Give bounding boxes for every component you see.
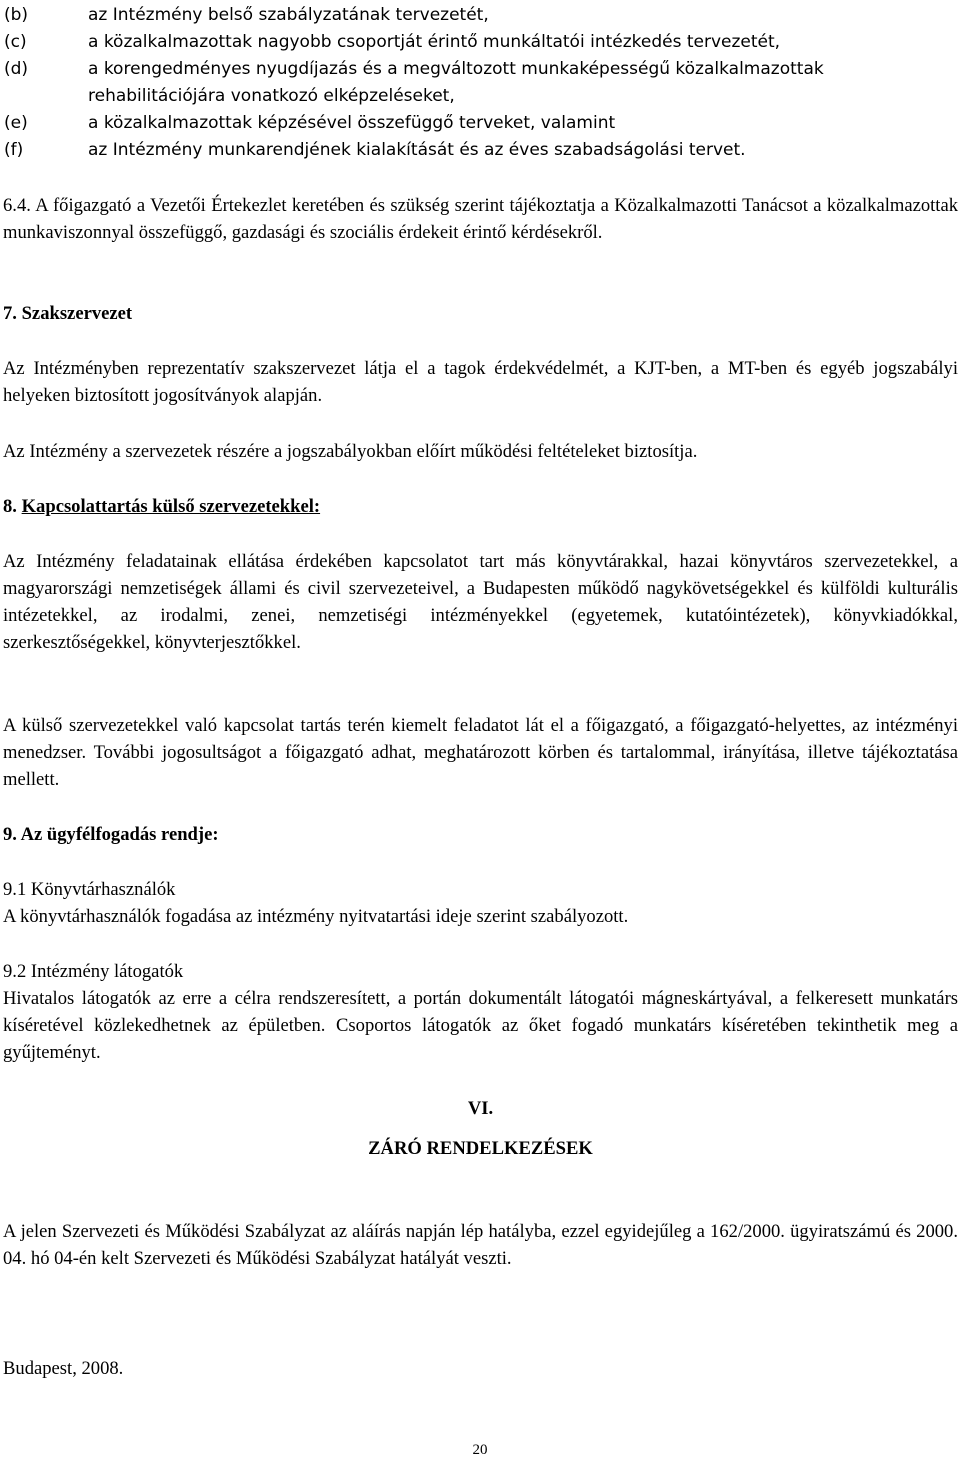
section-8-heading	[3, 493, 958, 520]
list-item	[4, 56, 934, 83]
section-8-paragraph-1: Az Intézmény feladatainak ellátása érdekében kapcsolatot tart más könyvtárakkal, hazai könyvtáros szervezetekkel, a magyarországi nemzetiségek állami és civil szervezeteivel, a Budapesten működő nagykövetségekkel és külföldi kulturális intézetekkel, az irodalmi, zenei, nemzetiségi intézményekkel (egyetemek, kutatóintézetek), könyvkiadókkal, szerkesztőségekkel, könyvterjesztőkkel.	[3, 551, 958, 653]
list-item-text: az Intézmény belső szabályzatának tervezetét,	[88, 5, 489, 25]
section-9-2-text: Hivatalos látogatók az erre a célra rendszeresített, a portán dokumentált látogatói mágneskártyával, a felkeresett munkatárs kíséretével közlekedhetnek az épületben. Csoportos látogatók az őket fogadó munkatárs kíséretében tekinthetik meg a gyűjteményt.	[3, 988, 958, 1063]
list-item-text: a korengedményes nyugdíjazás és a megváltozott munkaképességű közalkalmazottak	[88, 59, 824, 79]
list-item-text: a közalkalmazottak képzésével összefüggő terveket, valamint	[88, 113, 616, 133]
section-6-4-paragraph	[3, 192, 958, 246]
list-item-label: (e)	[4, 113, 28, 133]
section-6-4-number: 6.4.	[3, 195, 31, 216]
section-8-number: 8.	[3, 496, 22, 517]
closing-paragraph: A jelen Szervezeti és Működési Szabályzat az aláírás napján lép hatályba, ezzel egyidejűleg a 162/2000. ügyiratszámú és 2000. 04. hó 04-én kelt Szervezeti és Működési Szabályzat hatályát veszti.	[3, 1221, 958, 1269]
list-item-label: (d)	[4, 59, 29, 79]
list-item-label	[4, 83, 88, 110]
section-6-4-text: A főigazgató a Vezetői Értekezlet keretében és szükség szerint tájékoztatja a Közalkalmazotti Tanácsot a közalkalmazottak munkaviszonnyal összefüggő, gazdasági és szociális érdekeit érintő kérdésekről.	[3, 195, 959, 243]
list-item-label: (f)	[4, 140, 24, 160]
section-9-1-text: A könyvtárhasználók fogadása az intézmény nyitvatartási ideje szerint szabályozott.	[3, 906, 629, 927]
chapter-title: ZÁRÓ RENDELKEZÉSEK	[368, 1138, 593, 1159]
section-7-paragraph-2: Az Intézmény a szervezetek részére a jogszabályokban előírt működési feltételeket biztosítja.	[3, 441, 698, 462]
section-7-heading: 7. Szakszervezet	[3, 303, 133, 324]
section-9-2-title: 9.2 Intézmény látogatók	[3, 961, 184, 982]
section-7-paragraph-1: Az Intézményben reprezentatív szakszervezet látja el a tagok érdekvédelmét, a KJT-ben, a MT-ben és egyéb jogszabályi helyeken biztosított jogosítványok alapján.	[3, 358, 958, 406]
chapter-numeral: VI.	[467, 1098, 494, 1119]
list-item	[4, 83, 934, 110]
list-item-label: (b)	[4, 5, 29, 25]
list-item-label: (c)	[4, 32, 27, 52]
enumerated-list	[4, 2, 934, 164]
section-8-paragraph-2: A külső szervezetekkel való kapcsolat tartás terén kiemelt feladatot lát el a főigazgató, a főigazgató-helyettes, az intézményi menedzser. További jogosultságot a főigazgató adhat, meghatározott körben és tartalommal, irányítása, illetve tájékoztatása mellett.	[3, 715, 958, 790]
list-item	[4, 29, 934, 56]
section-9-1-title: 9.1 Könyvtárhasználók	[3, 879, 176, 900]
section-9-heading: 9. Az ügyfélfogadás rendje:	[3, 824, 219, 845]
list-item	[4, 137, 934, 164]
list-item-text: rehabilitációjára vonatkozó elképzeléseket,	[88, 86, 455, 106]
page-number: 20	[472, 1442, 488, 1458]
list-item-text: a közalkalmazottak nagyobb csoportját érintő munkáltatói intézkedés tervezetét,	[88, 32, 781, 52]
list-item-text: az Intézmény munkarendjének kialakítását és az éves szabadságolási tervet.	[88, 140, 746, 160]
section-8-title: Kapcsolattartás külső szervezetekkel:	[21, 496, 321, 517]
list-item	[4, 2, 934, 29]
list-item	[4, 110, 934, 137]
place-and-date: Budapest, 2008.	[3, 1358, 124, 1379]
